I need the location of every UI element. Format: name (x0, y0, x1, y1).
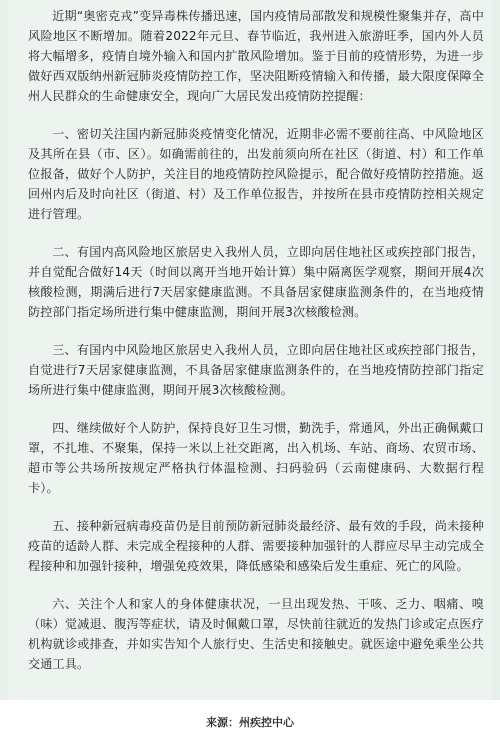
intro-paragraph: 近期“奥密克戎”变异毒株传播迅速，国内疫情局部散发和规模性聚集并存，高中风险地区不断增加。随着2022年元旦、春节临近，我州进入旅游旺季，国内外人员将大幅增多，疫情自境外输入和国内扩散风险增加。鉴于目前的疫情形势，为进一步做好西双版纳州新冠肺炎疫情防控工作，坚决阻断疫情输入和传播，最大限度保障全州人民群众的生命健康安全，现向广大居民发出疫情防控提醒： (28, 9, 484, 103)
notice-card (8, 0, 492, 700)
item-one-paragraph: 一、密切关注国内新冠肺炎疫情变化情况，近期非必需不要前往高、中风险地区及其所在县（市、区）。如确需前往的，出发前须向所在社区（街道、村）和工作单位报备，做好个人防护，关注目的地疫情防控风险提示，配合做好疫情防控措施。返回州内后及时向社区（街道、村）及工作单位报告，并按所在县市疫情防控相关规定进行管理。 (28, 127, 484, 221)
item-six-paragraph: 六、关注个人和家人的身体健康状况，一旦出现发热、干咳、乏力、咽痛、嗅（味）觉减退、腹泻等症状，请及时佩戴口罩，尽快前往就近的发热门诊或定点医疗机构就诊或排查，并如实告知个人旅行史、生活史和接触史。就医途中避免乘坐公共交通工具。 (28, 597, 484, 671)
item-three-paragraph: 三、有国内中风险地区旅居史入我州人员，立即向居住地社区或疾控部门报告，自觉进行7天居家健康监测，不具备居家健康监测条件的，在当地疫情防控部门指定场所进行集中健康监测，期间开展3次核酸检测。 (28, 343, 484, 397)
item-four-paragraph: 四、继续做好个人防护，保持良好卫生习惯，勤洗手，常通风，外出正确佩戴口罩，不扎堆、不聚集，保持一米以上社交距离，出入机场、车站、商场、农贸市场、超市等公共场所按规定严格执行体温检测、扫码验码（云南健康码、大数据行程卡）。 (28, 421, 484, 495)
item-two-paragraph: 二、有国内高风险地区旅居史入我州人员，立即向居住地社区或疾控部门报告，并自觉配合做好14天（时间以离开当地开始计算）集中隔离医学观察，期间开展4次核酸检测，期满后进行7天居家健康监测。不具备居家健康监测条件的，在当地疫情防控部门指定场所进行集中健康监测，期间开展3次核酸检测。 (28, 245, 484, 319)
notice-body (28, 6, 484, 692)
footer (0, 700, 500, 741)
item-five-paragraph: 五、接种新冠病毒疫苗仍是目前预防新冠肺炎最经济、最有效的手段，尚未接种疫苗的适龄人群、未完成全程接种的人群、需要接种加强针的人群应尽早主动完成全程接种和加强针接种，增强免疫效果，降低感染和感染后发生重症、死亡的风险。 (28, 519, 484, 573)
source-credit: 来源：州疾控中心 (206, 716, 294, 729)
